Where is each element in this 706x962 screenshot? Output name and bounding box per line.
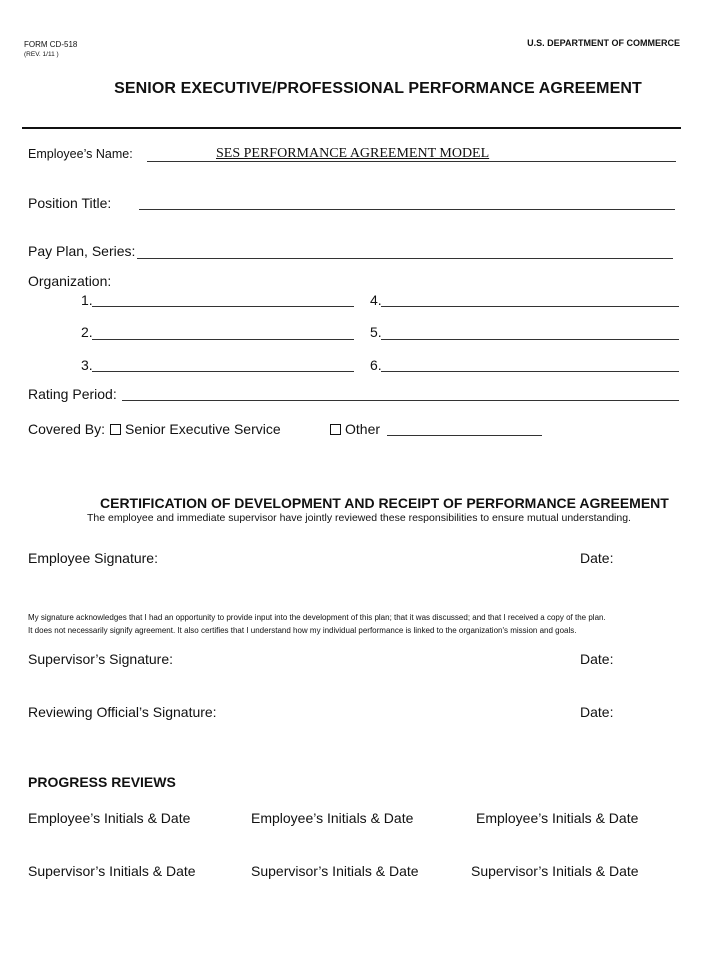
supervisor-initials-2: Supervisor’s Initials & Date — [251, 863, 419, 879]
other-option-label: Other — [345, 421, 381, 437]
progress-reviews-title: PROGRESS REVIEWS — [28, 774, 176, 790]
org-item-1-number: 1. — [81, 292, 93, 308]
pay-plan-label: Pay Plan, Series: — [28, 243, 136, 259]
reviewing-official-date-label: Date: — [580, 704, 614, 720]
employee-signature-date-label: Date: — [580, 550, 614, 566]
org-item-6-field[interactable] — [381, 371, 679, 372]
org-item-2-field[interactable] — [92, 339, 354, 340]
organization-label: Organization: — [28, 273, 112, 289]
covered-by-label: Covered By: — [28, 421, 106, 437]
org-item-3-number: 3. — [81, 357, 93, 373]
supervisor-initials-3: Supervisor’s Initials & Date — [471, 863, 639, 879]
org-item-3-field[interactable] — [92, 371, 354, 372]
employee-name-value: SES PERFORMANCE AGREEMENT MODEL — [216, 146, 490, 161]
org-item-2-number: 2. — [81, 324, 93, 340]
supervisor-signature-date-label: Date: — [580, 651, 614, 667]
employee-signature-label: Employee Signature: — [28, 550, 158, 566]
certification-title: CERTIFICATION OF DEVELOPMENT AND RECEIPT OF PERFORMANCE AGREEMENT — [100, 495, 669, 511]
org-item-5-field[interactable] — [381, 339, 679, 340]
covered-by-other-field[interactable] — [387, 435, 542, 436]
position-title-label: Position Title: — [28, 195, 112, 211]
header-divider — [22, 127, 681, 129]
acknowledgement-line-2: It does not necessarily signify agreement. It also certifies that I understand how my individual performance is linked to the organization's mission and goals. — [28, 626, 577, 635]
rating-period-label: Rating Period: — [28, 386, 117, 402]
form-revision: (REV. 1/11 ) — [24, 51, 59, 58]
certification-subtitle: The employee and immediate supervisor have jointly reviewed these responsibilities to ensure mutual understanding. — [87, 512, 631, 524]
reviewing-official-signature-label: Reviewing Official’s Signature: — [28, 704, 217, 720]
supervisor-initials-1: Supervisor’s Initials & Date — [28, 863, 196, 879]
supervisor-signature-label: Supervisor’s Signature: — [28, 651, 174, 667]
org-item-6-number: 6. — [370, 357, 382, 373]
covered-by-ses-option[interactable] — [110, 421, 281, 437]
rating-period-field[interactable] — [122, 400, 679, 401]
org-item-4-number: 4. — [370, 292, 382, 308]
employee-name-label: Employee’s Name: — [28, 147, 133, 161]
acknowledgement-line-1: My signature acknowledges that I had an opportunity to provide input into the development of this plan; that it was discussed; and that I received a copy of the plan. — [28, 613, 606, 622]
position-title-field[interactable] — [139, 209, 675, 210]
page-title: SENIOR EXECUTIVE/PROFESSIONAL PERFORMANCE AGREEMENT — [114, 80, 642, 97]
pay-plan-field[interactable] — [137, 258, 673, 259]
ses-option-label: Senior Executive Service — [125, 421, 281, 437]
org-item-1-field[interactable] — [92, 306, 354, 307]
employee-initials-2: Employee’s Initials & Date — [251, 810, 414, 826]
org-item-4-field[interactable] — [381, 306, 679, 307]
department-name: U.S. DEPARTMENT OF COMMERCE — [527, 38, 680, 48]
employee-initials-1: Employee’s Initials & Date — [28, 810, 191, 826]
ses-checkbox[interactable] — [110, 424, 121, 435]
employee-initials-3: Employee’s Initials & Date — [476, 810, 639, 826]
form-number: FORM CD-518 — [24, 40, 78, 49]
org-item-5-number: 5. — [370, 324, 382, 340]
covered-by-other-option[interactable] — [330, 421, 380, 437]
other-checkbox[interactable] — [330, 424, 341, 435]
